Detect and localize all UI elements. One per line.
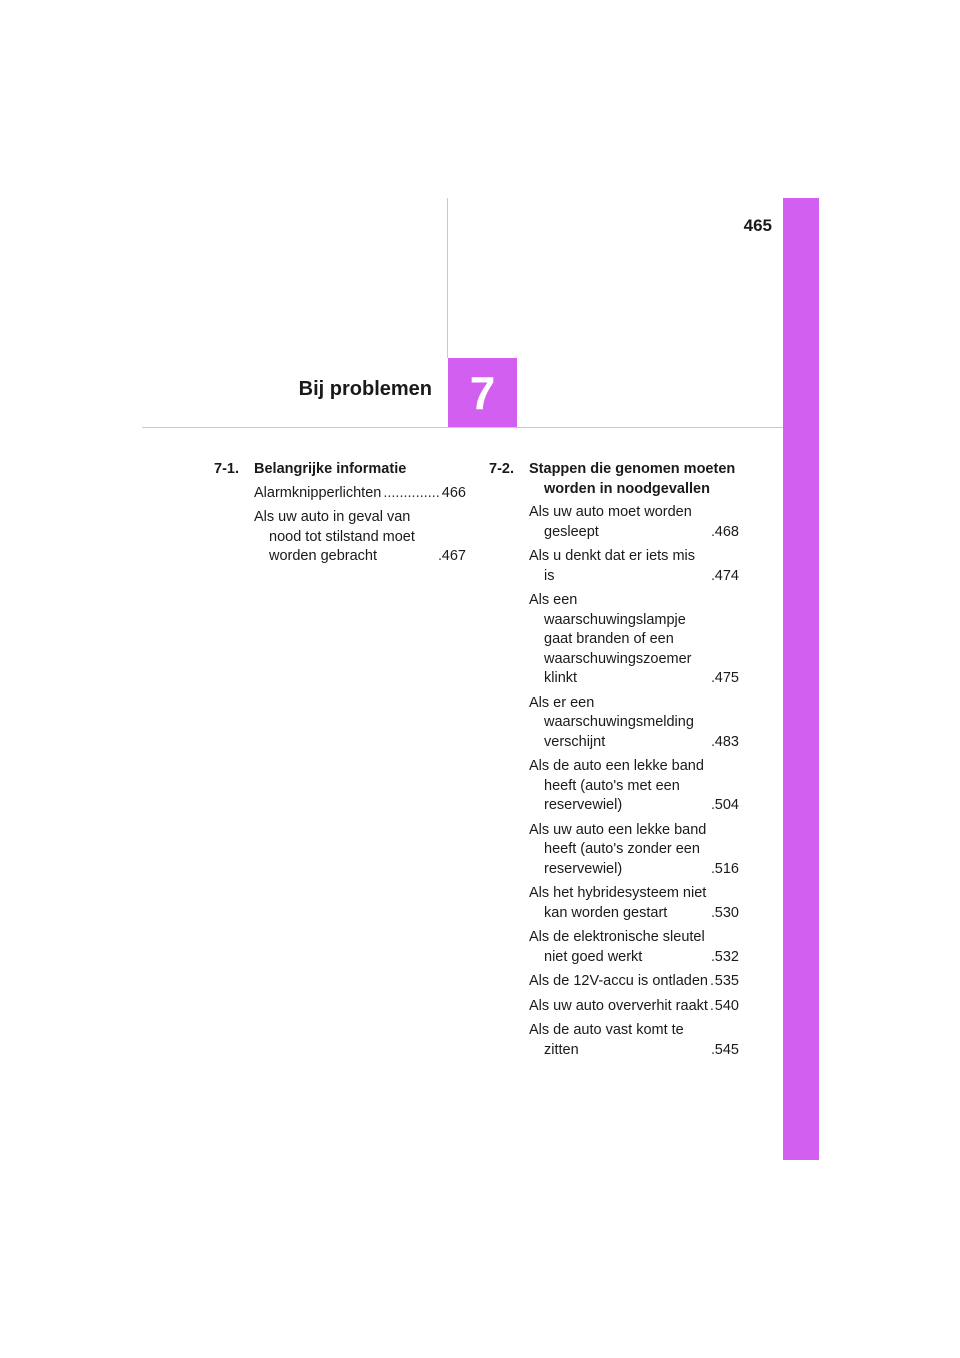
toc-entry[interactable]: [529, 884, 739, 923]
section-number: 7-2.: [489, 461, 514, 477]
chapter-side-tab: [783, 198, 819, 1160]
toc-entry-page: 474: [714, 567, 739, 584]
toc-entry[interactable]: [254, 484, 466, 504]
toc-entry-page: 483: [714, 733, 739, 750]
toc-entry[interactable]: [254, 508, 466, 567]
toc-entry-text: Als de 12V-accu is ontladen: [529, 973, 708, 989]
section-number: 7-1.: [214, 461, 239, 477]
toc-entry-text: Als het hybridesysteem niet kan worden gestart: [529, 885, 707, 921]
section-heading: [214, 460, 466, 480]
toc-entry-page: 535: [714, 973, 739, 989]
toc-entry-text: Als uw auto moet worden gesleept: [529, 504, 692, 540]
toc-entry[interactable]: [529, 972, 739, 992]
toc-entry[interactable]: [529, 503, 739, 542]
toc-entry[interactable]: [529, 757, 739, 816]
toc-entry-text: Als de auto vast komt te zitten: [529, 1022, 684, 1058]
chapter-number-box: [448, 358, 517, 427]
toc-entry[interactable]: [529, 591, 739, 689]
toc-entry[interactable]: [529, 694, 739, 753]
toc-entry-page: 467: [441, 548, 466, 564]
section-title: Stappen die genomen moeten worden in noodgevallen: [529, 461, 736, 497]
toc-entry-page: 540: [714, 997, 739, 1014]
toc-entry-text: Als de elektronische sleutel niet goed werkt: [529, 929, 705, 965]
toc-entry-text: Alarmknipperlichten: [254, 484, 382, 501]
toc-section-7-1: [214, 460, 466, 572]
toc-entry-page: 475: [714, 670, 739, 686]
toc-entry-page: 466: [441, 484, 466, 501]
chapter-title: Bij problemen: [298, 378, 432, 400]
toc-entry-page: 468: [714, 523, 739, 540]
toc-entry[interactable]: [529, 997, 739, 1017]
toc-entry-text: Als uw auto een lekke band heeft (auto's zonder een reservewiel): [529, 821, 707, 877]
toc-entry-text: Als er een waarschuwingsmelding verschijnt: [529, 694, 694, 750]
toc-entry[interactable]: [529, 547, 739, 586]
toc-entry-page: 530: [714, 904, 739, 921]
toc-entry[interactable]: [529, 821, 739, 880]
chapter-number: 7: [469, 366, 496, 419]
horizontal-divider: [142, 427, 783, 428]
section-heading: [489, 460, 739, 499]
section-title: Belangrijke informatie: [254, 461, 407, 477]
toc-entry-page: 516: [714, 860, 739, 877]
toc-entry-text: Als een waarschuwingslampje gaat branden of een waarschuwingszoemer klinkt: [529, 592, 692, 686]
toc-entry-text: Als uw auto in geval van nood tot stilstand moet worden gebracht: [254, 509, 415, 564]
page-number: 465: [743, 216, 772, 235]
vertical-divider: [447, 198, 448, 358]
dot-leader: [381, 484, 440, 504]
toc-entry-page: 532: [714, 948, 739, 965]
toc-entry-text: Als uw auto oververhit raakt: [529, 997, 708, 1014]
toc-entry-page: 504: [714, 797, 739, 813]
toc-entry[interactable]: [529, 928, 739, 967]
toc-entry-text: Als de auto een lekke band heeft (auto's met een reservewiel): [529, 758, 704, 813]
toc-entry-page: 545: [714, 1041, 739, 1058]
toc-entry[interactable]: [529, 1021, 739, 1060]
toc-entry-text: Als u denkt dat er iets mis is: [529, 548, 696, 584]
toc-section-7-2: [489, 460, 739, 1065]
